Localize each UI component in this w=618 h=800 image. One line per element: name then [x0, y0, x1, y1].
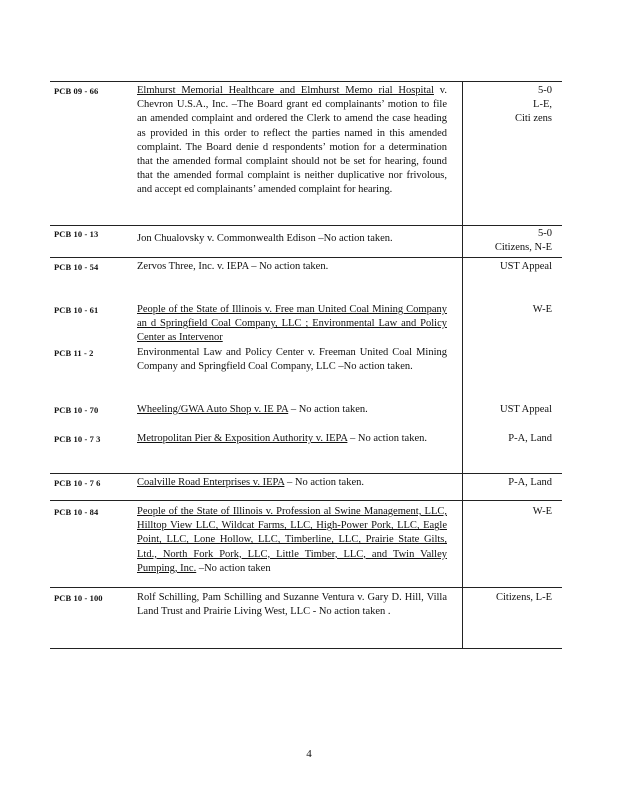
vote-code	[462, 227, 552, 255]
vote-code	[462, 476, 552, 490]
case-description	[137, 232, 447, 246]
case-description	[137, 84, 447, 198]
case-description	[137, 505, 447, 576]
vote-code	[462, 591, 552, 605]
case-description	[137, 260, 447, 274]
case-number: PCB 10 - 7 3	[54, 434, 101, 444]
case-type: P-A, Land	[508, 433, 552, 444]
case-description	[137, 476, 447, 490]
vote-count: 5-0	[538, 228, 552, 239]
case-text: –No action taken	[196, 562, 271, 574]
table-rule	[50, 473, 562, 474]
case-description	[137, 303, 447, 346]
case-description	[137, 591, 447, 619]
case-description	[137, 403, 447, 417]
table-rule	[50, 500, 562, 501]
case-number: PCB 10 - 84	[54, 507, 99, 517]
case-type: L-E,	[533, 99, 552, 110]
table-rule	[50, 257, 562, 258]
case-text: – No action taken.	[288, 404, 368, 415]
vote-code	[462, 505, 552, 519]
case-text: Environmental Law and Policy Center v. Freeman United Coal Mining Company and Springfield Coal Company, LLC –No action taken.	[137, 347, 447, 373]
case-number: PCB 09 - 66	[54, 86, 99, 96]
case-title: Elmhurst Memorial Healthcare and Elmhurst Memo rial Hospital	[137, 85, 434, 96]
case-title: People of the State of Illinois v. Profession al Swine Management, LLC, Hilltop View LLC, Wildcat Farms, LLC, High-Power Pork, LLC, Eagle Point, LLC, Lone Hollow, LLC, Timberline, LLC, Prairie State Gilts, Ltd., North Fork Pork, LLC, Little Timber, LLC, and Twin Valley Pumping, Inc.	[137, 506, 447, 574]
case-title: People of the State of Illinois v. Free man United Coal Mining Company an d Springfield Coal Company, LLC ; Environmental Law and Policy Center as Intervenor	[137, 304, 447, 344]
case-number: PCB 10 - 70	[54, 405, 99, 415]
vote-code	[462, 303, 552, 317]
case-number: PCB 10 - 7 6	[54, 478, 101, 488]
case-type: UST Appeal	[499, 261, 552, 272]
vote-code	[462, 432, 552, 446]
vote-code	[462, 84, 552, 126]
case-type: P-A, Land	[508, 477, 552, 488]
case-text: Zervos Three, Inc. v. IEPA – No action taken.	[137, 261, 329, 272]
case-description	[137, 346, 447, 374]
vote-code	[462, 403, 552, 417]
case-title: Coalville Road Enterprises v. IEPA	[137, 477, 285, 488]
table-rule	[50, 587, 562, 588]
case-type: UST Appeal	[499, 404, 552, 415]
case-title: Wheeling/GWA Auto Shop v. IE PA	[137, 404, 289, 415]
case-type: W-E	[532, 304, 552, 315]
case-text: v. Chevron U.S.A., Inc. –The Board grant ed complainants’ motion to file an amended complaint and ordered the Clerk to amend the case heading as provided in this order to reflect the parties named in this amended complaint. The Board denie d respondents’ motion for a determination that the amended formal complaint should not be set for hearing, found that the amended formal complaint is neither duplicative nor frivolous, and accept ed complainants’ amended complaint for hearing.	[137, 85, 447, 196]
case-type: Citizens, L-E	[496, 592, 552, 603]
case-number: PCB 11 - 2	[54, 348, 94, 358]
case-number: PCB 10 - 13	[54, 229, 99, 239]
table-rule	[50, 225, 562, 226]
case-type: Citi zens	[514, 113, 552, 124]
vote-code	[462, 260, 552, 274]
case-text: – No action taken.	[284, 477, 364, 488]
page-number: 4	[306, 748, 312, 760]
case-number: PCB 10 - 61	[54, 305, 99, 315]
table-rule	[50, 81, 562, 82]
case-text: Rolf Schilling, Pam Schilling and Suzanne Ventura v. Gary D. Hill, Villa Land Trust and Prairie Living West, LLC - No action taken .	[137, 592, 447, 618]
case-description	[137, 432, 447, 446]
case-title: Metropolitan Pier & Exposition Authority v. IEPA	[137, 433, 348, 444]
case-type: Citizens, N-E	[494, 242, 552, 253]
case-text: – No action taken.	[347, 433, 427, 444]
case-type: W-E	[532, 506, 552, 517]
case-number: PCB 10 - 100	[54, 593, 103, 603]
table-rule	[50, 648, 562, 649]
vote-count: 5-0	[538, 85, 552, 96]
case-number: PCB 10 - 54	[54, 262, 99, 272]
column-divider	[462, 81, 463, 648]
case-text: Jon Chualovsky v. Commonwealth Edison –No action taken.	[137, 233, 393, 244]
